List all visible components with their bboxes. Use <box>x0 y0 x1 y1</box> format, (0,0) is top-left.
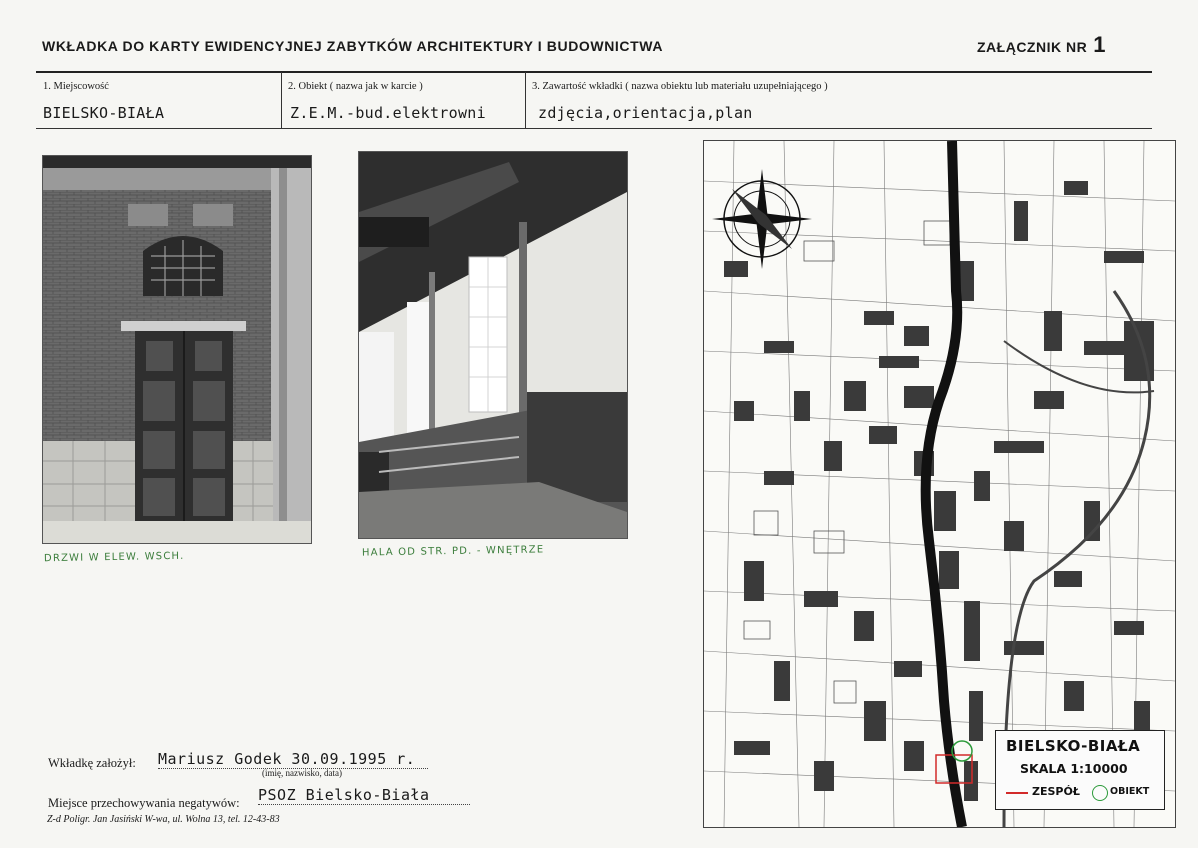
contents-label: 3. Zawartość wkładki ( nazwa obiektu lub materiału uzupełniającego ) <box>532 81 828 92</box>
location-label: 1. Miejscowość <box>43 81 109 92</box>
photo-hall-caption: HALA OD STR. PD. - WNĘTRZE <box>361 544 545 559</box>
annex-digit: 1 <box>1093 32 1106 57</box>
object-label: 2. Obiekt ( nazwa jak w karcie ) <box>288 81 423 92</box>
map-legend <box>995 730 1165 810</box>
annex-number <box>977 32 1105 58</box>
legend-object-swatch <box>1092 785 1108 801</box>
location-map <box>703 140 1176 828</box>
contents-value: zdjęcia,orientacja,plan <box>538 104 753 122</box>
founder-value: Mariusz Godek 30.09.1995 r. <box>158 750 428 769</box>
photo-door-caption: DRZWI W ELEW. WSCH. <box>43 550 185 565</box>
storage-label: Miejsce przechowywania negatywów: <box>48 796 240 810</box>
storage-value: PSOZ Bielsko-Biała <box>258 786 470 805</box>
legend-ensemble-label: ZESPÓŁ <box>1032 785 1080 798</box>
field-divider-2 <box>525 72 526 129</box>
legend-object-label: OBIEKT <box>1110 786 1150 797</box>
bottom-rule <box>36 128 1152 129</box>
object-value: Z.E.M.-bud.elektrowni <box>290 104 486 122</box>
city-map-drawing <box>704 141 1175 827</box>
field-divider-1 <box>281 72 282 129</box>
photo-door <box>42 155 312 544</box>
printer-imprint: Z-d Poligr. Jan Jasiński W-wa, ul. Wolna 13, tel. 12-43-83 <box>47 814 280 825</box>
door-photo-image <box>43 156 311 543</box>
photo-hall <box>358 151 628 539</box>
founder-hint: (imię, nazwisko, data) <box>262 768 342 778</box>
form-title: WKŁADKA DO KARTY EWIDENCYJNEJ ZABYTKÓW ARCHITEKTURY I BUDOWNICTWA <box>42 38 664 54</box>
annex-label: ZAŁĄCZNIK NR <box>977 39 1088 55</box>
legend-city: BIELSKO-BIAŁA <box>1006 737 1141 755</box>
founder-label: Wkładkę założył: <box>48 756 136 770</box>
legend-ensemble-swatch <box>1006 792 1028 794</box>
location-value: BIELSKO-BIAŁA <box>43 104 165 122</box>
top-rule <box>36 71 1152 73</box>
hall-photo-image <box>359 152 627 538</box>
legend-scale: SKALA 1:10000 <box>1020 761 1128 776</box>
